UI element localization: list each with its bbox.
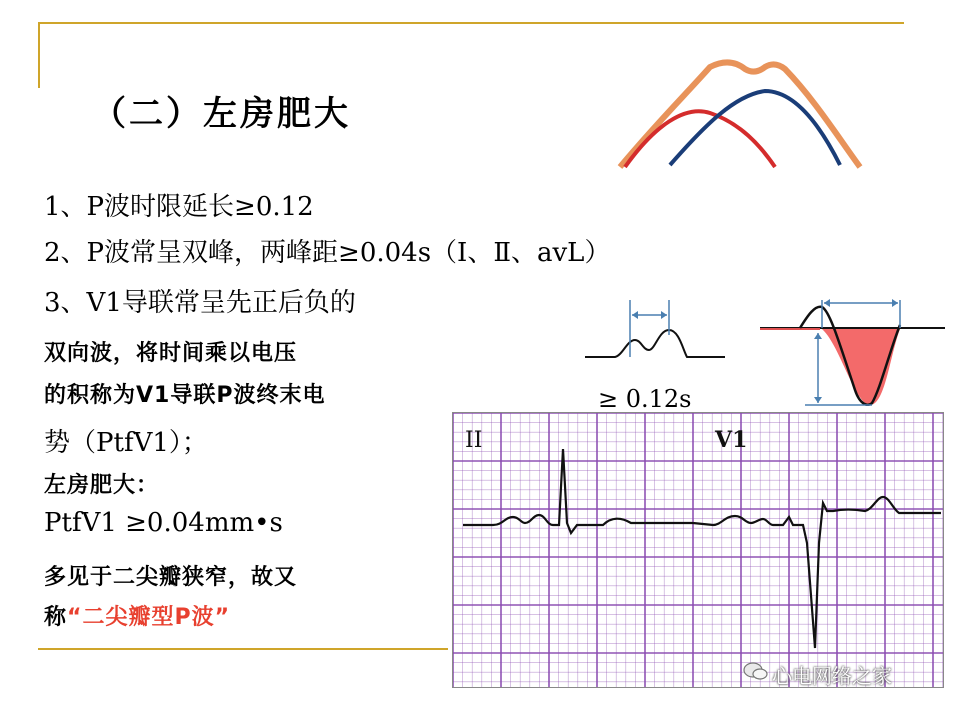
paragraph-line: 双向波，将时间乘以电压 — [44, 341, 298, 366]
slide-title: （二）左房肥大 — [92, 94, 351, 134]
p-wave-components-diagram — [615, 55, 875, 175]
bottom-rule — [38, 648, 448, 650]
p-wave-duration-diagram — [585, 295, 735, 365]
biphasic-p-wave-diagram — [760, 295, 950, 410]
criterion-3: 3、V1导联常呈先正后负的 — [44, 288, 356, 318]
paragraph-prefix: 称 — [44, 605, 68, 630]
paragraph-line: 的积称为V1导联P波终末电 — [44, 383, 326, 408]
notched-p-wave-trace — [585, 330, 725, 357]
left-rule — [38, 22, 40, 88]
paragraph-line: 左房肥大： — [44, 473, 160, 498]
paragraph-line: 多见于二尖瓣狭窄，故又 — [44, 565, 298, 590]
lead-label-v1: V1 — [715, 427, 748, 453]
criterion-2: 2、P波常呈双峰，两峰距≥0.04s（Ⅰ、Ⅱ、avL） — [44, 238, 611, 268]
left-atrium-curve — [625, 111, 775, 167]
combined-p-wave-curve — [620, 62, 860, 167]
criterion-1: 1、P波时限延长≥0.12 — [44, 192, 314, 222]
paragraph-line: 势（PtfV1）； — [44, 428, 208, 458]
watermark-text: 心电网络之家 — [772, 664, 892, 688]
paragraph-line — [44, 600, 230, 631]
duration-label: ≥ 0.12s — [598, 385, 692, 413]
negative-terminal-area — [822, 329, 900, 405]
lead-label-ii: II — [465, 428, 483, 453]
ptf-threshold: PtfV1 ≥0.04mm•s — [44, 508, 283, 538]
chat-bubble-icon — [742, 660, 768, 682]
top-rule — [38, 22, 904, 24]
ecg-strip — [453, 413, 943, 687]
mitral-p-wave-label: “二尖瓣型P波” — [67, 605, 231, 630]
